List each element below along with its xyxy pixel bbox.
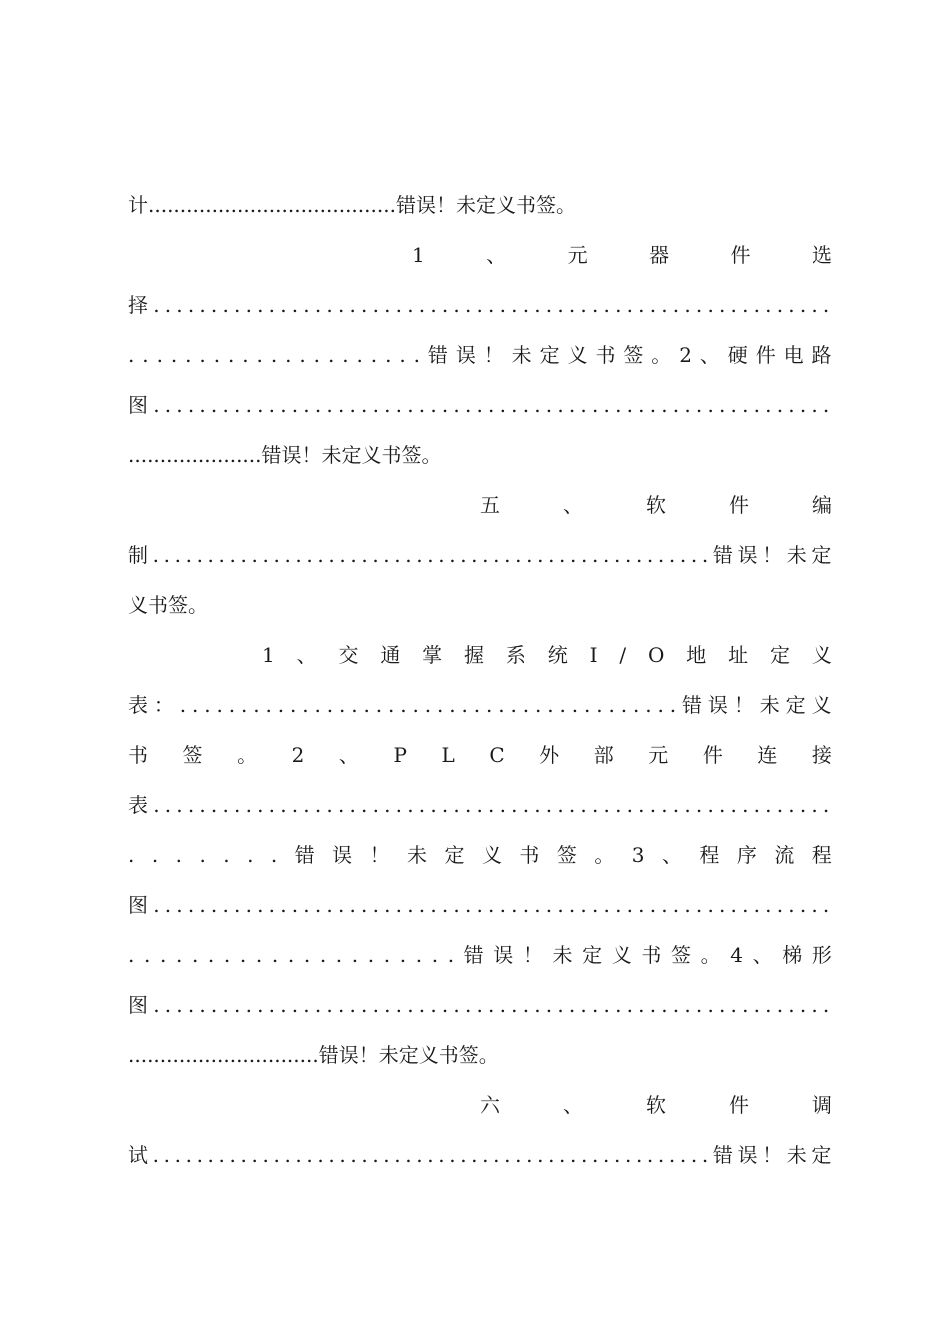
- toc-line-5: 图 . . . . . . . . . . . . . . . . . . . . . . . . . . . . . . . . . . . . . . . . . . . . . . . . . . . . . . . . . . .: [128, 393, 832, 417]
- toc-line-12: 书 签 。 2 、 P L C 外 部 元 件 连 接: [128, 743, 832, 767]
- toc-line-13: 表 . . . . . . . . . . . . . . . . . . . . . . . . . . . . . . . . . . . . . . . . . . . . . . . . . . . . . . . . . . .: [128, 793, 832, 817]
- toc-line-3: 择 . . . . . . . . . . . . . . . . . . . . . . . . . . . . . . . . . . . . . . . . . . . . . . . . . . . . . . . . . . .: [128, 293, 832, 317]
- toc-line-14: . . . . . . . 错 误 ！ 未 定 义 书 签 。 3 、 程 序 流 程: [128, 843, 832, 867]
- toc-line-9: 义书签。: [128, 593, 208, 617]
- toc-line-17: 图 . . . . . . . . . . . . . . . . . . . . . . . . . . . . . . . . . . . . . . . . . . . . . . . . . . . . . . . . . . .: [128, 993, 832, 1017]
- toc-line-6: .....................错误！未定义书签。: [128, 443, 442, 467]
- toc-line-20: 试 . . . . . . . . . . . . . . . . . . . . . . . . . . . . . . . . . . . . . . . . . . . . . . . . . . . 错 误 ！ 未 定: [128, 1143, 832, 1167]
- toc-line-15: 图 . . . . . . . . . . . . . . . . . . . . . . . . . . . . . . . . . . . . . . . . . . . . . . . . . . . . . . . . . . .: [128, 893, 832, 917]
- toc-line-18: ..............................错误！未定义书签。: [128, 1043, 499, 1067]
- toc-line-8: 制 . . . . . . . . . . . . . . . . . . . . . . . . . . . . . . . . . . . . . . . . . . . . . . . . . . . 错 误 ！ 未 定: [128, 543, 832, 567]
- toc-line-4: . . . . . . . . . . . . . . . . . . . . . 错 误 ！ 未 定 义 书 签 。 2 、 硬 件 电 路: [128, 343, 832, 367]
- toc-line-10: 1 、 交 通 掌 握 系 统 I / O 地 址 定 义: [262, 643, 832, 667]
- toc-line-1: 计.......................................错误！未定义书签。: [128, 193, 576, 217]
- toc-line-7: 五 、 软 件 编: [480, 493, 832, 517]
- toc-line-19: 六 、 软 件 调: [480, 1093, 832, 1117]
- toc-line-2: 1 、 元 器 件 选: [412, 243, 832, 267]
- toc-line-16: . . . . . . . . . . . . . . . . . . . . . 错 误 ！ 未 定 义 书 签 。 4 、 梯 形: [128, 943, 832, 967]
- toc-line-11: 表 ： . . . . . . . . . . . . . . . . . . . . . . . . . . . . . . . . . . . . . . . . . 错 误 ！ 未 定 义: [128, 693, 832, 717]
